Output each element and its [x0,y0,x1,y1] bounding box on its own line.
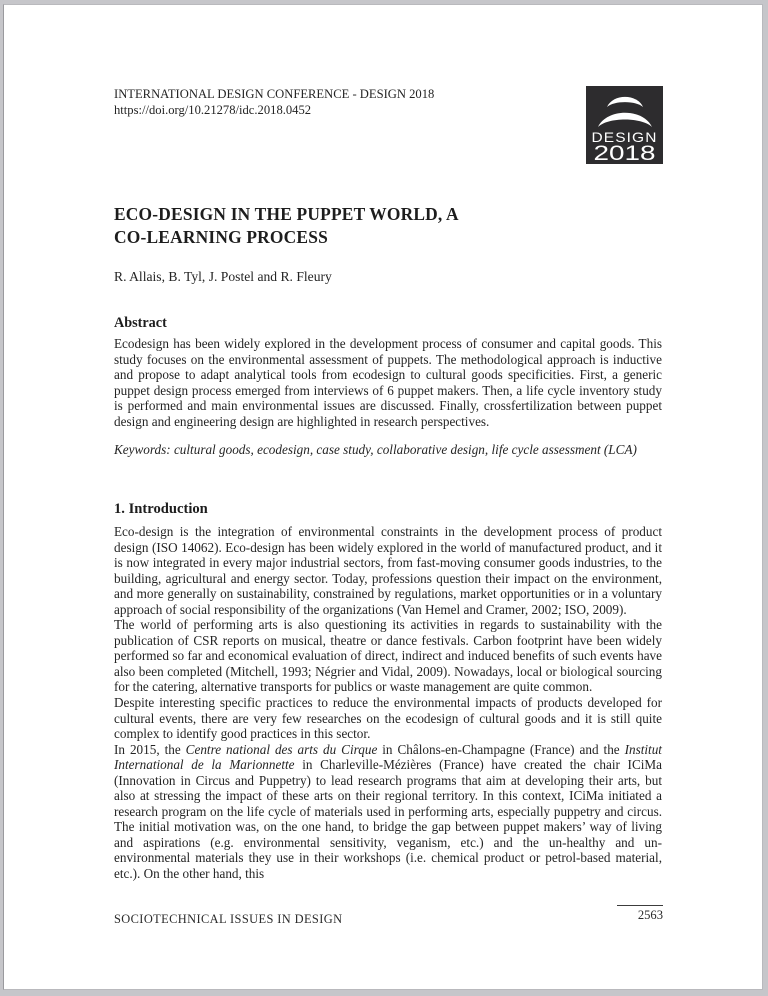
introduction-heading: 1. Introduction [114,501,208,517]
doi-link: https://doi.org/10.21278/idc.2018.0452 [114,102,312,117]
paragraph: Eco-design is the integration of environmental constraints in the development process of product design (ISO 14062). Eco-design has been widely explored in the world of manufactured product, and it is now integrated in every major industrial sectors, from fast-moving consumer goods industries, to the building, agricultural and energy sector. Today, professions question their impact on the environment, and more generally on sustainability, constrained by regulations, market opportunities or in a voluntary approach of social responsibility of the organizations (Van Hemel and Cramer, 2002; ISO, 2009). [114,524,662,617]
paper-title-line2: CO-LEARNING PROCESS [114,227,328,247]
page-number: 2563 [617,905,663,923]
abstract-text: Ecodesign has been widely explored in the development process of consumer and capital goods. This study focuses on the environmental assessment of puppets. The methodological approach is inductive and propose to adapt analytical tools from ecodesign to cultural goods specificities. First, a generic puppet design process emerged from interviews of 6 puppet makers. Then, a life cycle inventory study is performed and main environmental issues are discussed. Finally, crossfertilization between puppet design and engineering design are highlighted in research perspectives. [114,336,662,429]
paper-page [3,4,763,990]
design-2018-logo [586,86,663,164]
footer-section-title: SOCIOTECHNICAL ISSUES IN DESIGN [114,912,343,926]
conference-name: INTERNATIONAL DESIGN CONFERENCE - DESIGN 2018 [114,87,435,101]
abstract-heading: Abstract [114,315,167,331]
logo-word: DESIGN [591,129,658,145]
authors-line: R. Allais, B. Tyl, J. Postel and R. Fleury [114,269,332,284]
paper-title [114,203,662,249]
keywords-line: Keywords: cultural goods, ecodesign, case study, collaborative design, life cycle assessment (LCA) [114,442,637,457]
introduction-body [114,524,662,882]
paragraph: Despite interesting specific practices to reduce the environmental impacts of products developed for cultural events, there are very few researches on the ecodesign of cultural goods and it is still quite complex to identify good practices in this sector. [114,695,662,742]
paragraph: The world of performing arts is also questioning its activities in regards to sustainability with the publication of CSR reports on musical, theatre or dance festivals. Carbon footprint have been widely performed so far and economical evaluation of direct, indirect and induced benefits of such events have also been completed (Mitchell, 1993; Négrier and Vidal, 2009). Nowadays, local or biological sourcing for the catering, alternative transports for publics or waste management are quite common. [114,617,662,695]
paper-title-line1: ECO-DESIGN IN THE PUPPET WORLD, A [114,204,459,224]
page-footer [114,905,663,927]
paper-header [114,87,434,118]
paragraph: In 2015, the Centre national des arts du Cirque in Châlons-en-Champagne (France) and the Institut International de la Marionnette in Charleville-Mézières (France) have created the chair ICiMa (Innovation in Circus and Puppetry) to lead research programs that aim at developing their arts, but also at stressing the impact of these arts on their regional territory. In this context, ICiMa initiated a research program on the life cycle of materials used in performing arts, especially puppetry and circus. The initial motivation was, on the one hand, to bridge the gap between puppet makers’ way of living and aspirations (e.g. environmental sensitivity, veganism, etc.) and the un-healthy and un-environmental materials they use in their workshops (i.e. chemical product or petrol-based material, etc.). On the other hand, this [114,741,662,882]
logo-year: 2018 [593,142,656,164]
